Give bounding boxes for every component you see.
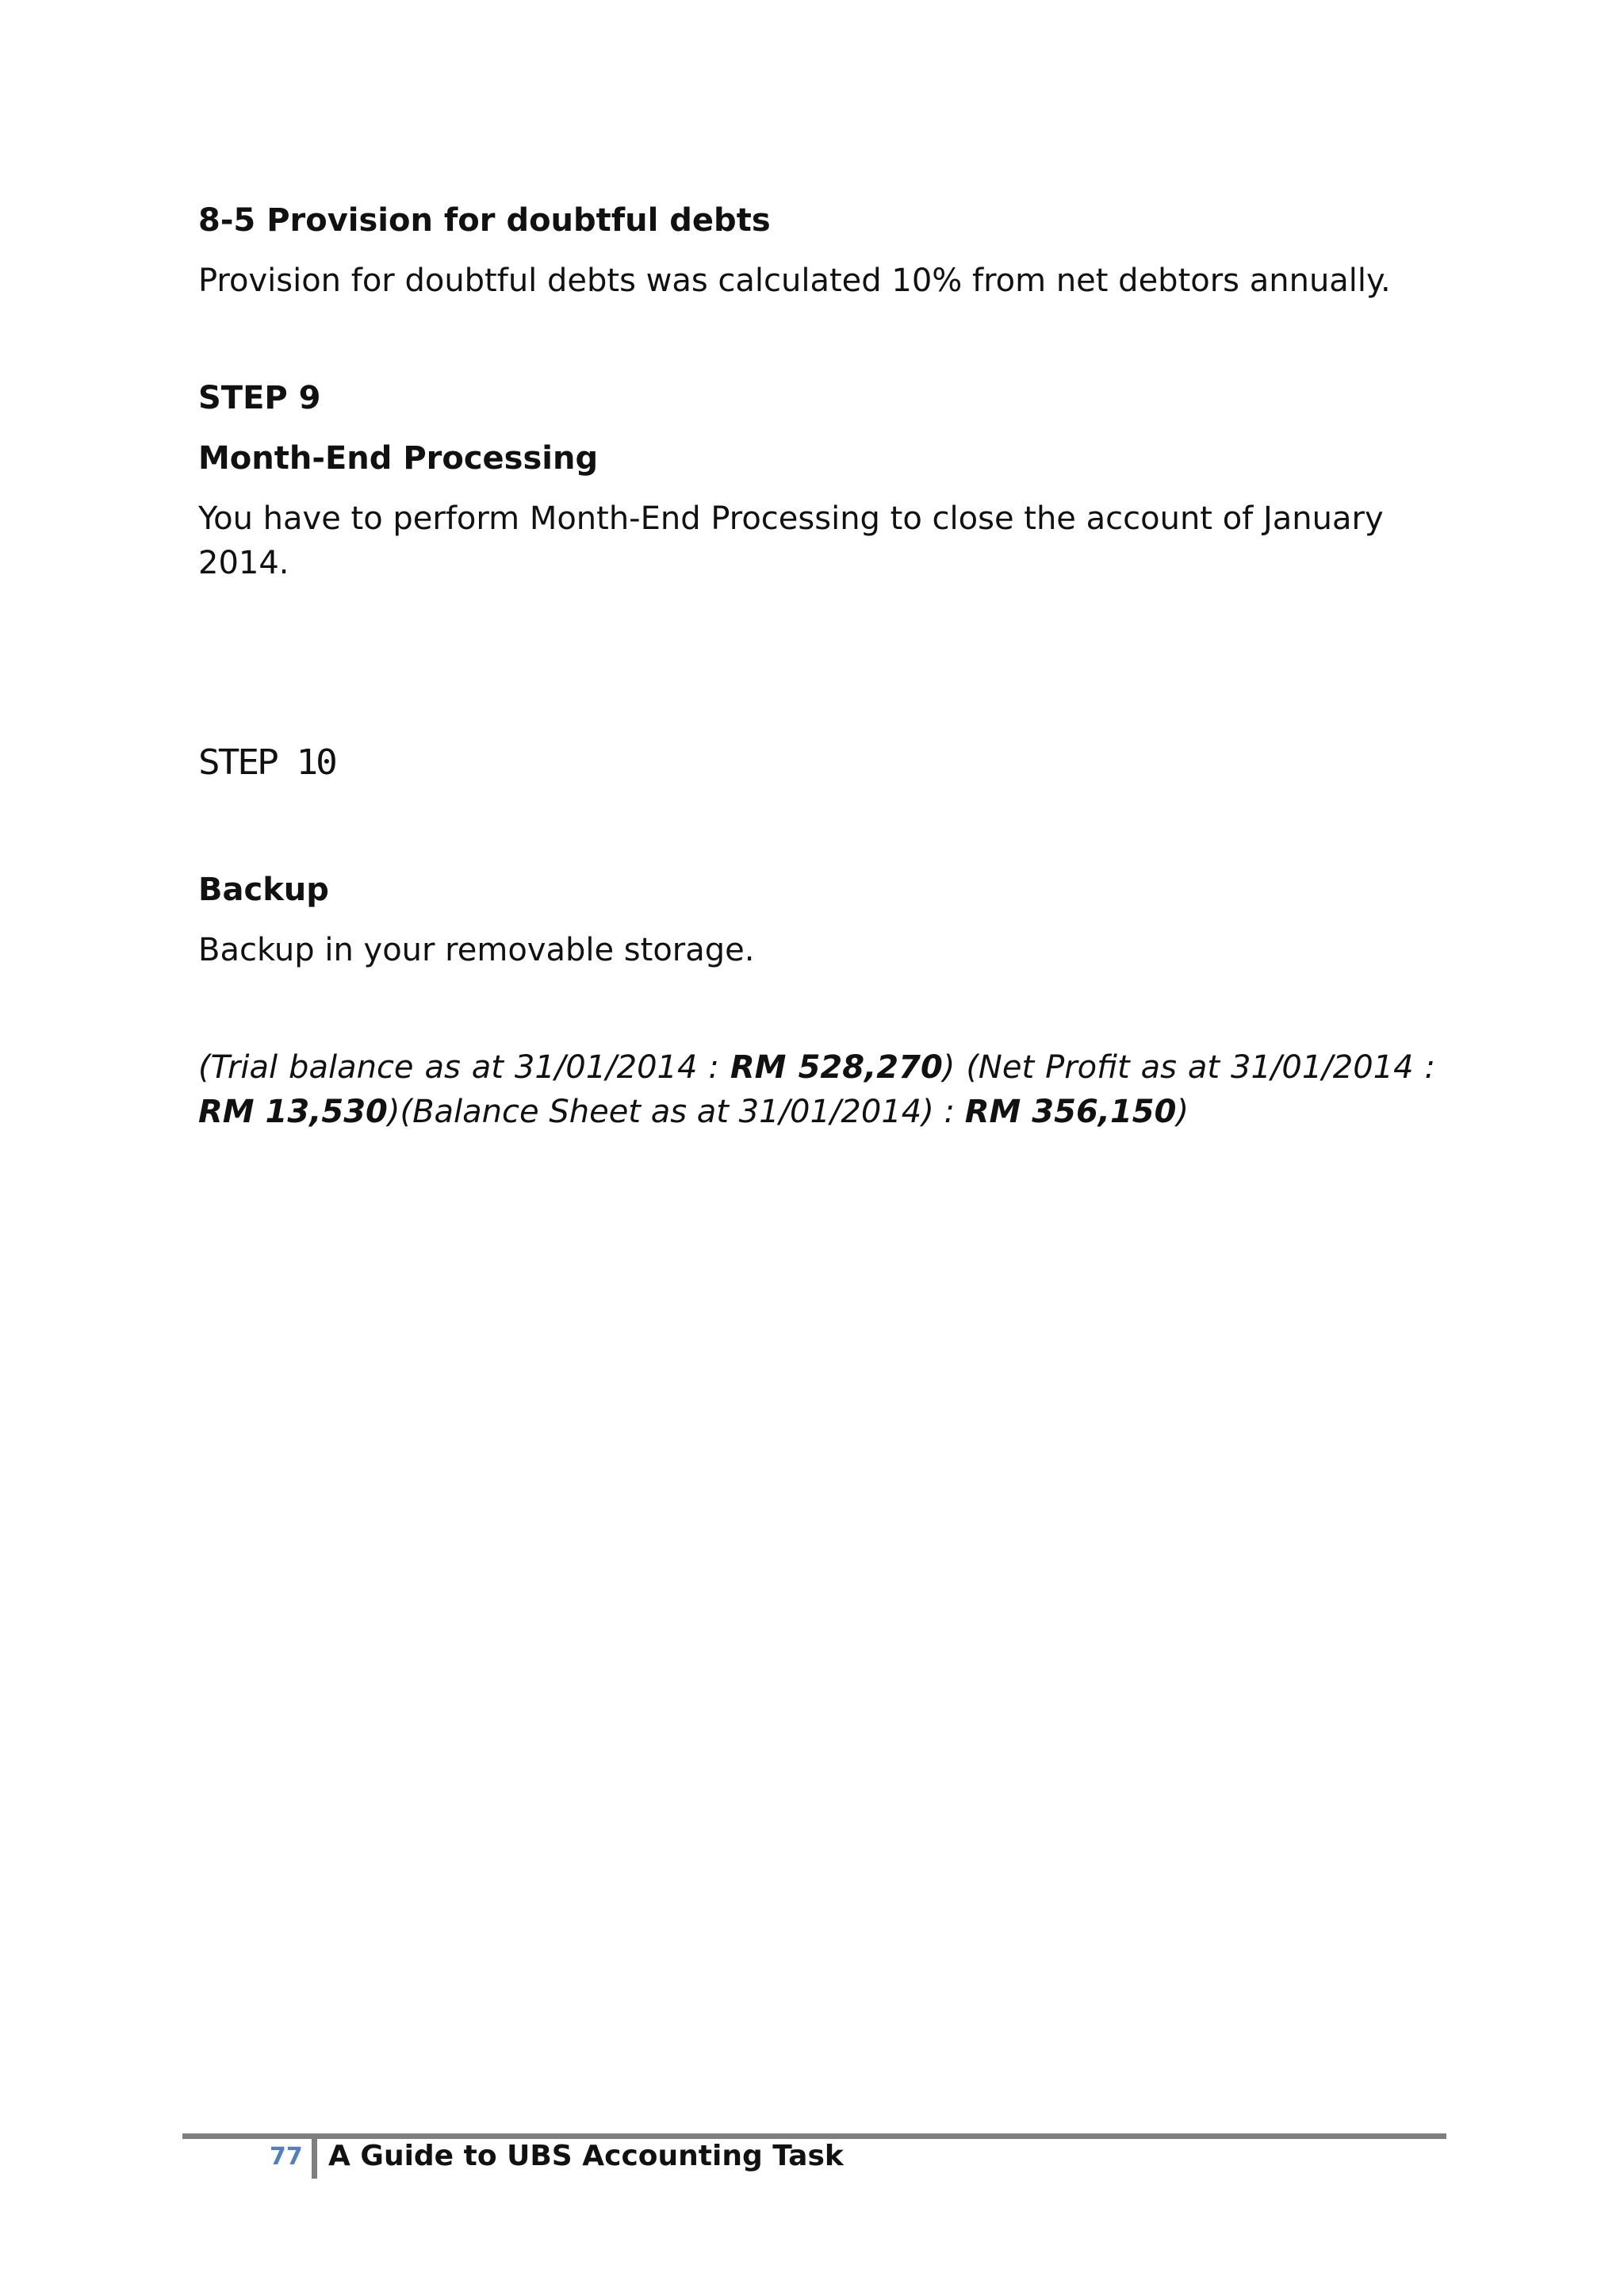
backup-body: Backup in your removable storage. [198,932,755,968]
summary-closing: ) [1176,1094,1189,1130]
footer-divider [312,2139,317,2179]
trial-balance-value: RM 528,270 [730,1049,943,1086]
backup-heading: Backup [198,872,329,908]
step-9-heading: Month-End Processing [198,440,599,477]
section-8-5-body: Provision for doubtful debts was calculated 10% from net debtors annually. [198,263,1391,299]
footer-rule [182,2133,1446,2139]
step-9-body: You have to perform Month-End Processing to close the account of January 2014. [198,500,1384,581]
page-content [198,198,1435,1134]
footer-title: A Guide to UBS Accounting Task [328,2140,844,2172]
step-9-label: STEP 9 [198,380,321,416]
net-profit-prefix: ) (Net Profit as at 31/01/2014 : [942,1049,1435,1086]
balance-sheet-prefix: )(Balance Sheet as at 31/01/2014) : [387,1094,965,1130]
net-profit-value: RM 13,530 [198,1094,388,1130]
step-10-label: STEP 10 [198,741,335,783]
balance-summary [198,1045,1435,1134]
balance-sheet-value: RM 356,150 [964,1094,1177,1130]
page-number: 77 [270,2143,303,2171]
section-8-5-heading: 8-5 Provision for doubtful debts [198,202,771,239]
trial-balance-prefix: (Trial balance as at 31/01/2014 : [198,1049,730,1086]
